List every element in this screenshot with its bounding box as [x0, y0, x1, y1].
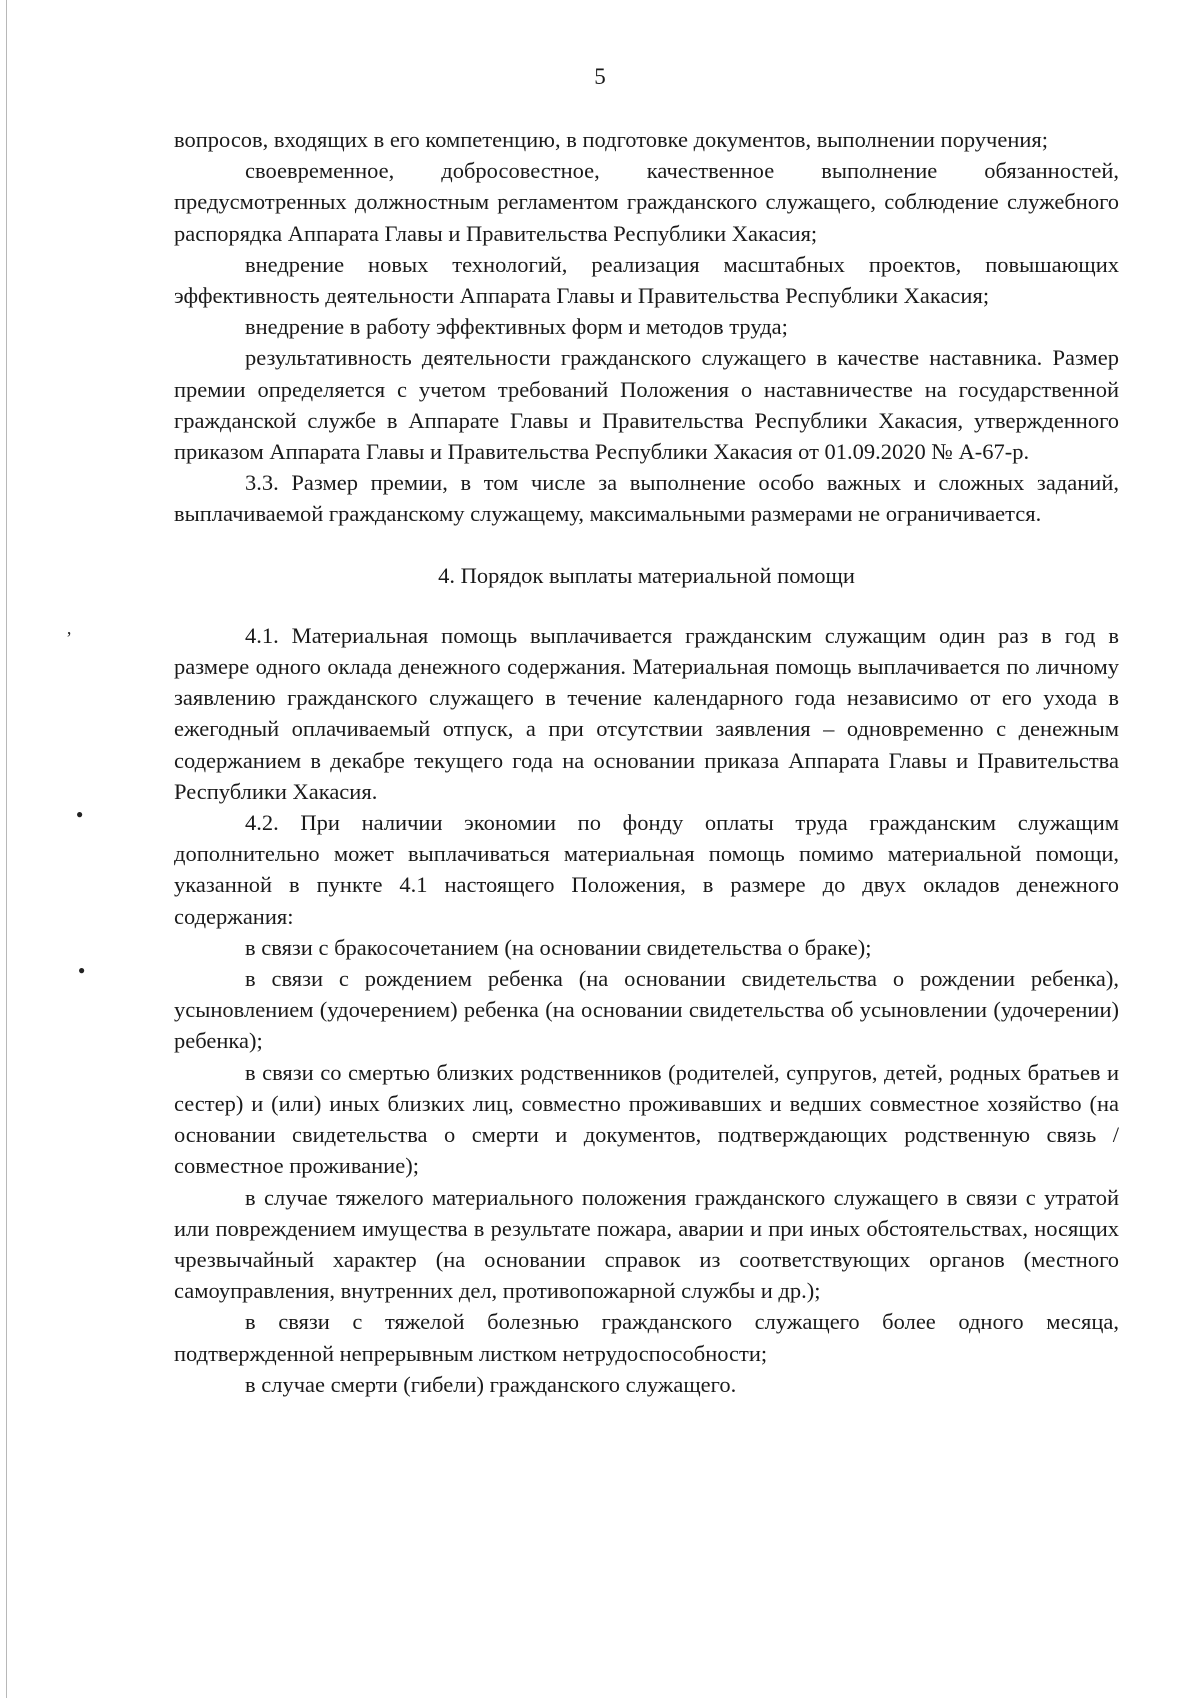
scan-edge-line: [6, 0, 7, 1698]
paragraph: в связи с тяжелой болезнью гражданского служащего более одного месяца, подтвержденной непрерывным листком нетрудоспособности;: [174, 1309, 1119, 1366]
paragraph: в случае смерти (гибели) гражданского служащего.: [245, 1371, 737, 1397]
document-body: [174, 124, 1119, 1400]
paragraph: 4.1. Материальная помощь выплачивается гражданским служащим один раз в год в размере одного оклада денежного содержания. Материальная помощь выплачивается по личному заявлению гражданского служащего в течение календарного года независимо от его ухода в ежегодный оплачиваемый отпуск, а при отсутствии заявления – одновременно с денежным содержанием в декабре текущего года на основании приказа Аппарата Главы и Правительства Республики Хакасия.: [174, 622, 1119, 804]
scan-artifact-mark: ’: [66, 628, 72, 648]
paragraph: в связи со смертью близких родственников (родителей, супругов, детей, родных братьев и сестер) и (или) иных близких лиц, совместно проживавших и ведших совместное хозяйство (на основании свидетельства о смерти и документов, подтверждающих родственную связь / совместное проживание);: [174, 1059, 1119, 1179]
paragraph: внедрение новых технологий, реализация масштабных проектов, повышающих эффективность деятельности Аппарата Главы и Правительства Республики Хакасия;: [174, 251, 1119, 309]
paragraph: результативность деятельности гражданского служащего в качестве наставника. Размер премии определяется с учетом требований Положения о наставничестве на государственной гражданской службе в Аппарате Главы и Правительства Республики Хакасия, утвержденного приказом Аппарата Главы и Правительства Республики Хакасия от 01.09.2020 № А-67-р.: [174, 345, 1119, 465]
paragraphs-before-section: [174, 124, 1119, 530]
paragraph: 4.2. При наличии экономии по фонду оплаты труда гражданским служащим дополнительно может выплачиваться материальная помощь помимо материальной помощи, указанной в пункте 4.1 настоящего Положения, в размере до двух окладов денежного содержания:: [174, 810, 1119, 929]
section-heading: 4. Порядок выплаты материальной помощи: [438, 562, 855, 588]
scan-artifact-dot: ●: [76, 807, 84, 821]
paragraph: в связи с рождением ребенка (на основании свидетельства о рождении ребенка), усыновлением (удочерением) ребенка (на основании свидетельства об усыновлении (удочерении) ребенка);: [174, 966, 1119, 1054]
paragraph: своевременное, добросовестное, качественное выполнение обязанностей, предусмотренных должностным регламентом гражданского служащего, соблюдение служебного распорядка Аппарата Главы и Правительства Республики Хакасия;: [174, 158, 1119, 246]
paragraph: в случае тяжелого материального положения гражданского служащего в связи с утратой или повреждением имущества в результате пожара, аварии и при иных обстоятельствах, носящих чрезвычайный характер (на основании справок из соответствующих органов (местного самоуправления, внутренних дел, противопожарной службы и др.);: [174, 1184, 1119, 1304]
page-number: 5: [594, 64, 606, 89]
paragraph: внедрение в работу эффективных форм и методов труда;: [245, 314, 788, 340]
paragraph: 3.3. Размер премии, в том числе за выполнение особо важных и сложных заданий, выплачиваемой гражданскому служащему, максимальными размерами не ограничивается.: [174, 470, 1119, 527]
paragraph: в связи с бракосочетанием (на основании свидетельства о браке);: [245, 934, 872, 960]
paragraph: вопросов, входящих в его компетенцию, в подготовке документов, выполнении поручения;: [174, 127, 1049, 152]
paragraphs-after-section: [174, 620, 1119, 1400]
scan-artifact-dot: ●: [78, 963, 86, 977]
